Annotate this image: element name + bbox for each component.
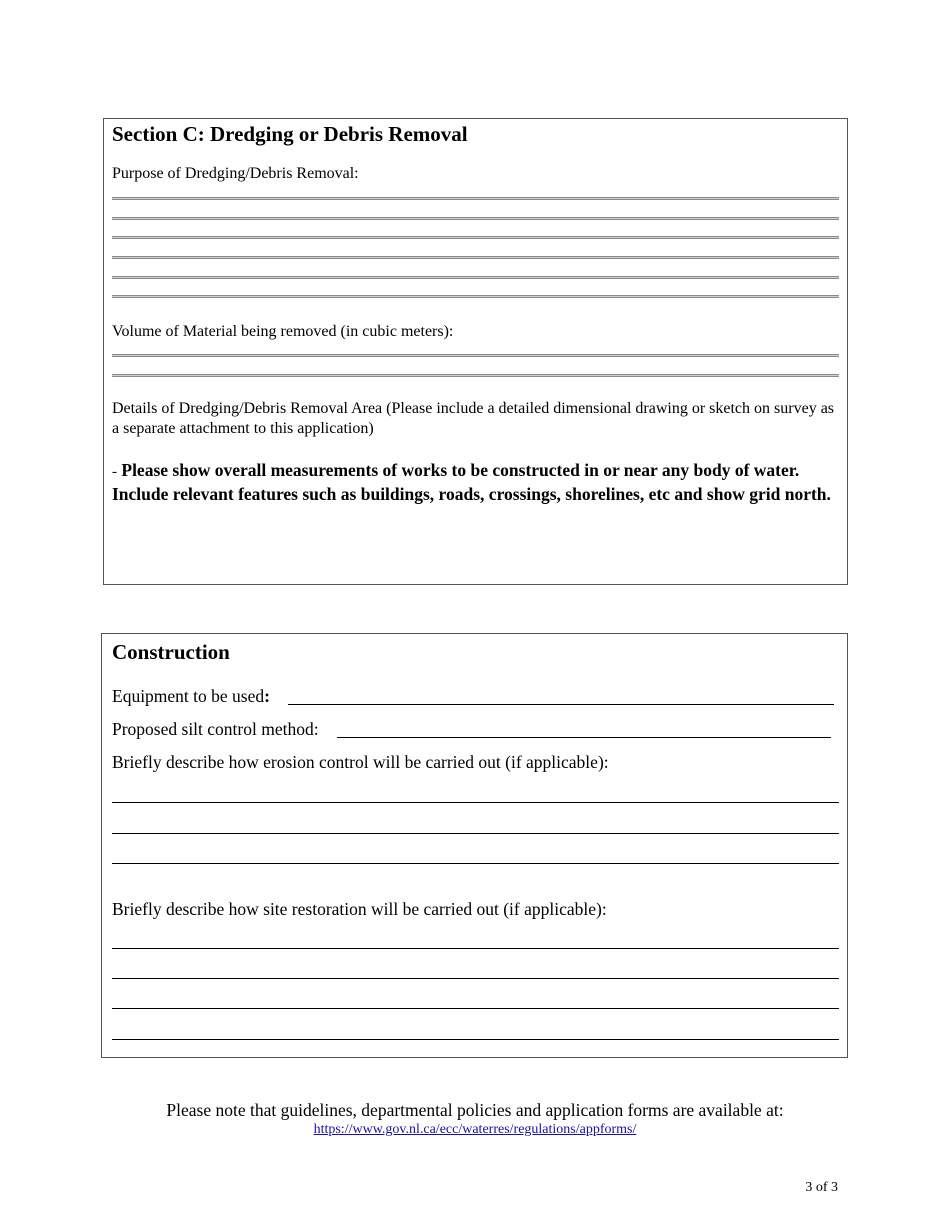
- silt-control-input-line[interactable]: [337, 737, 831, 738]
- construction-panel: [101, 633, 848, 1058]
- volume-label: Volume of Material being removed (in cubic meters):: [112, 323, 454, 340]
- erosion-line-2[interactable]: [112, 833, 839, 834]
- equipment-input-line[interactable]: [288, 704, 834, 705]
- purpose-label: Purpose of Dredging/Debris Removal:: [112, 165, 359, 182]
- restoration-line-1[interactable]: [112, 948, 839, 949]
- section-c-panel: [103, 118, 848, 585]
- erosion-line-3[interactable]: [112, 863, 839, 864]
- restoration-line-3[interactable]: [112, 1008, 839, 1009]
- equipment-label: [112, 686, 270, 707]
- restoration-line-4[interactable]: [112, 1039, 839, 1040]
- site-restoration-label: Briefly describe how site restoration will be carried out (if applicable):: [112, 899, 607, 919]
- construction-title: Construction: [112, 640, 230, 664]
- silt-control-label: Proposed silt control method:: [112, 719, 319, 739]
- erosion-line-1[interactable]: [112, 802, 839, 803]
- volume-line-2[interactable]: [112, 374, 839, 377]
- guidelines-note: Please note that guidelines, departmental policies and application forms are available at:: [166, 1100, 784, 1120]
- appforms-link[interactable]: https://www.gov.nl.ca/ecc/waterres/regulations/appforms/: [313, 1122, 637, 1137]
- page-number: 3 of 3: [805, 1180, 838, 1195]
- purpose-line-5[interactable]: [112, 276, 839, 279]
- erosion-control-label: Briefly describe how erosion control will be carried out (if applicable):: [112, 752, 609, 772]
- volume-line-1[interactable]: [112, 354, 839, 357]
- section-c-title: Section C: Dredging or Debris Removal: [112, 122, 468, 146]
- note-text: Please show overall measurements of works to be constructed in or near any body of water. Include relevant features such as buildings, roads, crossings, shorelines, etc and show grid north.: [112, 460, 831, 504]
- purpose-line-1[interactable]: [112, 197, 839, 200]
- restoration-line-2[interactable]: [112, 978, 839, 979]
- equipment-label-text: Equipment to be used: [112, 686, 265, 706]
- measurements-note: [112, 459, 837, 505]
- purpose-line-4[interactable]: [112, 256, 839, 259]
- note-dash: -: [112, 464, 117, 480]
- purpose-line-6[interactable]: [112, 295, 839, 298]
- purpose-line-2[interactable]: [112, 217, 839, 220]
- purpose-line-3[interactable]: [112, 236, 839, 239]
- appforms-link-wrapper: [0, 1122, 950, 1138]
- details-instructions: Details of Dredging/Debris Removal Area (Please include a detailed dimensional drawing or sketch on survey as a separate attachment to this application): [112, 400, 835, 437]
- equipment-colon: :: [264, 686, 270, 706]
